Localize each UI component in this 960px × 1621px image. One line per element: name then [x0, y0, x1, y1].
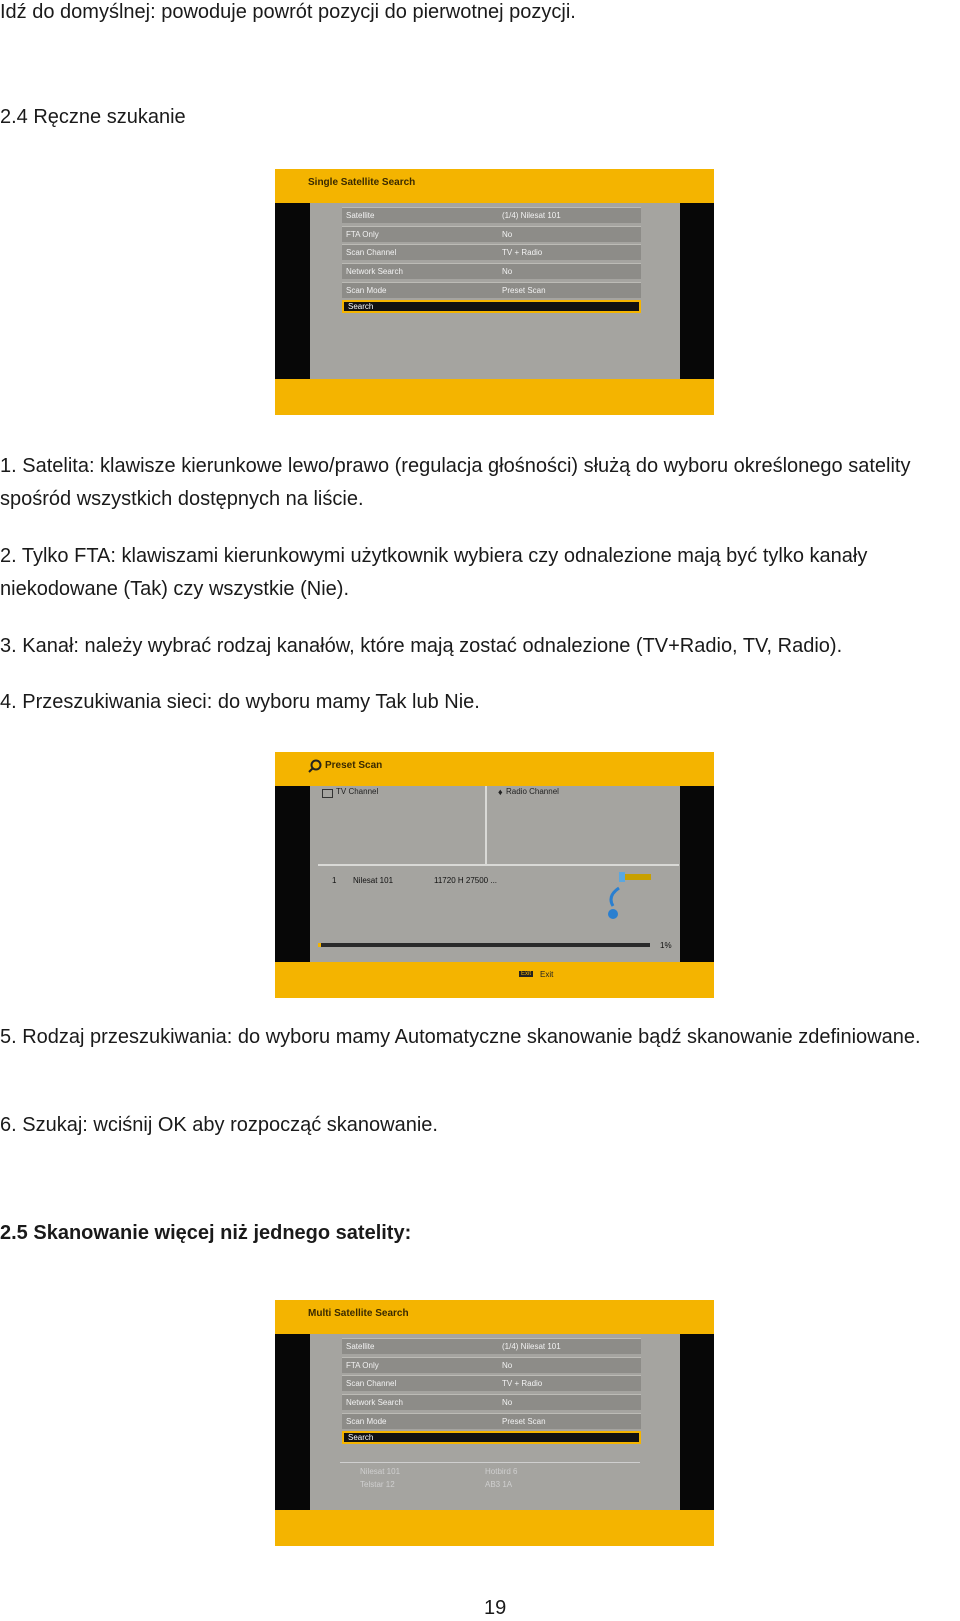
menu-row-search: [342, 1431, 641, 1444]
satellite-list-item: Telstar 12: [360, 1480, 395, 1489]
settings-menu: [342, 207, 641, 316]
row-label: FTA Only: [346, 1360, 379, 1370]
row-label: Search: [348, 1433, 374, 1443]
magnifier-icon: [308, 759, 322, 773]
row-value: TV + Radio: [502, 248, 543, 258]
row-label: Scan Mode: [346, 285, 387, 295]
screen-area: [310, 1334, 680, 1510]
row-label: Satellite: [346, 211, 375, 220]
menu-row-satellite: [342, 207, 641, 223]
satellite-list-item: Nilesat 101: [360, 1467, 401, 1476]
tv-channel-panel: [318, 786, 487, 864]
paragraph: 6. Szukaj: wciśnij OK aby rozpocząć skanowanie.: [0, 1114, 438, 1136]
preset-scan-screenshot: [275, 752, 714, 998]
menu-row-search: [342, 300, 641, 313]
paragraph: 3. Kanał: należy wybrać rodzaj kanałów, które mają zostać odnalezione (TV+Radio, TV, Radio).: [0, 635, 843, 657]
scan-index: 1: [332, 876, 337, 885]
exit-hint: Exit: [540, 970, 554, 979]
screen-area: [310, 203, 680, 379]
exit-key-badge: Exit: [521, 971, 532, 977]
row-label: Network Search: [346, 267, 403, 277]
menu-row-scan-mode: [342, 282, 641, 298]
row-label: Scan Channel: [346, 248, 397, 258]
row-value: No: [502, 1360, 513, 1370]
row-label: Search: [348, 302, 374, 312]
paragraph: 5. Rodzaj przeszukiwania: do wyboru mamy Automatyczne skanowanie bądź skanowanie zdefiniowane.: [0, 1026, 921, 1048]
screen-title: Single Satellite Search: [308, 177, 416, 188]
radio-channel-label: Radio Channel: [506, 787, 559, 796]
paragraph: 2. Tylko FTA: klawiszami kierunkowymi użytkownik wybiera czy odnalezione mają być tylko kanały niekodowane (Tak) czy wszystkie (Nie).: [0, 545, 868, 600]
row-value: (1/4) Nilesat 101: [502, 1342, 561, 1351]
row-label: Scan Channel: [346, 1379, 397, 1389]
menu-row-fta: [342, 1357, 641, 1373]
tv-channel-label: TV Channel: [336, 787, 379, 796]
row-label: FTA Only: [346, 229, 379, 239]
menu-row-network-search: [342, 263, 641, 279]
multi-satellite-search-screenshot: [275, 1300, 714, 1546]
progress-fill: [318, 943, 321, 947]
page-number: 19: [484, 1597, 507, 1619]
row-value: Preset Scan: [502, 1416, 546, 1426]
row-label: Scan Mode: [346, 1416, 387, 1426]
scan-satellite: Nilesat 101: [353, 876, 394, 885]
paragraph: 4. Przeszukiwania sieci: do wyboru mamy Tak lub Nie.: [0, 691, 480, 713]
paragraph: 1. Satelita: klawisze kierunkowe lewo/prawo (regulacja głośności) służą do wyboru określonego satelity spośród wszystkich dostępnych na liście.: [0, 455, 911, 510]
section-heading: 2.5 Skanowanie więcej niż jednego satelity:: [0, 1222, 412, 1244]
screen-title: Preset Scan: [325, 760, 383, 771]
progress-percent: 1%: [660, 941, 672, 950]
screen-area: [310, 786, 680, 962]
row-value: No: [502, 267, 513, 277]
screen-title: Multi Satellite Search: [308, 1308, 409, 1319]
scan-frequency: 11720 H 27500 ...: [434, 876, 498, 885]
row-label: Network Search: [346, 1398, 403, 1408]
paragraph: Idź do domyślnej: powoduje powrót pozycji do pierwotnej pozycji.: [0, 1, 576, 23]
satellite-list-item: Hotbird 6: [485, 1467, 518, 1476]
tv-icon: [322, 789, 333, 798]
menu-row-scan-channel: [342, 244, 641, 260]
row-label: Satellite: [346, 1342, 375, 1351]
section-heading: 2.4 Ręczne szukanie: [0, 106, 186, 128]
microphone-icon: ♦: [498, 787, 503, 797]
row-value: Preset Scan: [502, 285, 546, 295]
menu-row-fta: [342, 226, 641, 242]
row-value: TV + Radio: [502, 1379, 543, 1389]
row-value: No: [502, 229, 513, 239]
satellite-list-item: AB3 1A: [485, 1480, 513, 1489]
settings-menu: [342, 1338, 641, 1447]
satellite-dish-icon: [605, 866, 655, 926]
row-value: No: [502, 1398, 513, 1408]
menu-row-network-search: [342, 1394, 641, 1410]
single-satellite-search-screenshot: [275, 169, 714, 415]
progress-track: [318, 943, 650, 947]
menu-row-satellite: [342, 1338, 641, 1354]
divider: [340, 1462, 640, 1463]
row-value: (1/4) Nilesat 101: [502, 211, 561, 220]
menu-row-scan-mode: [342, 1413, 641, 1429]
menu-row-scan-channel: [342, 1375, 641, 1391]
